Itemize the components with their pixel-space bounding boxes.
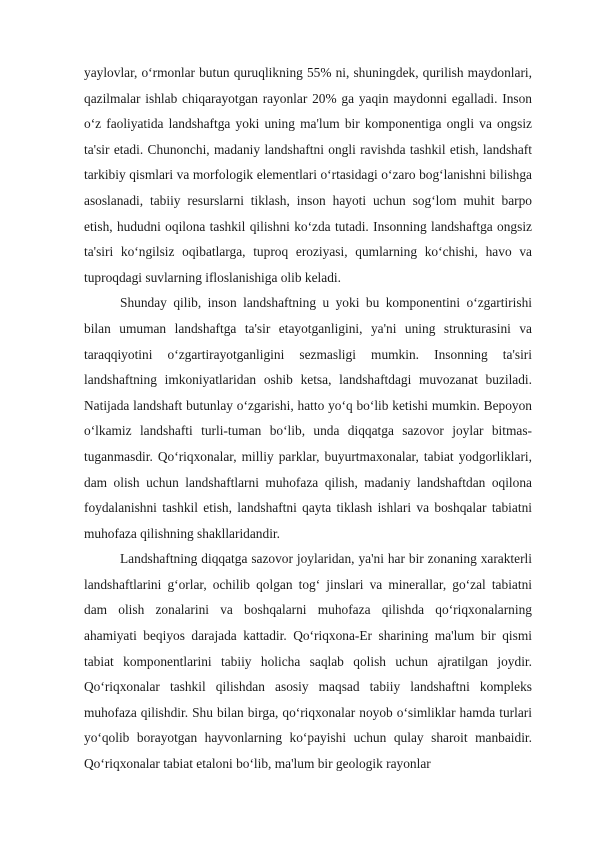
paragraph-3: Landshaftning diqqatga sazovor joylaridan, ya'ni har bir zonaning xarakterli landshaftlarini g‘orlar, ochilib qolgan tog‘ jinslari va minerallar, go‘zal tabiatni dam olish zonalarini va boshqalarni muhofaza qilishda qo‘riqxonalarning ahamiyati beqiyos darajada kattadir. Qo‘riqxona-Er sharining ma'lum bir qismi tabiat komponentlarini tabiiy holicha saqlab qolish uchun ajratilgan joydir. Qo‘riqxonalar tashkil qilishdan asosiy maqsad tabiiy landshaftni kompleks muhofaza qilishdir. Shu bilan birga, qo‘riqxonalar noyob o‘simliklar hamda turlari yo‘qolib borayotgan hayvonlarning ko‘payishi uchun qulay sharoit manbaidir. Qo‘riqxonalar tabiat etaloni bo‘lib, ma'lum bir geologik rayonlar [84,551,532,772]
body-text [84,60,532,777]
paragraph-1: yaylovlar, o‘rmonlar butun quruqlikning 55% ni, shuningdek, qurilish maydonlari, qazilmalar ishlab chiqarayotgan rayonlar 20% ga yaqin maydonni egalladi. Inson o‘z faoliyatida landshaftga yoki uning ma'lum bir komponentiga ongli va ongsiz ta'sir etadi. Chunonchi, madaniy landshaftni ongli ravishda tashkil etish, landshaft tarkibiy qismlari va morfologik elementlari o‘rtasidagi o‘zaro bog‘lanishni bilishga asoslanadi, tabiiy resurslarni tiklash, inson hayoti uchun sog‘lom muhit barpo etish, hududni oqilona tashkil qilishni ko‘zda tutadi. Insonning landshaftga ongsiz ta'siri ko‘ngilsiz oqibatlarga, tuproq eroziyasi, qumlarning ko‘chishi, havo va tuproqdagi suvlarning ifloslanishiga olib keladi. [84,65,532,285]
paragraph-2: Shunday qilib, inson landshaftning u yoki bu komponentini o‘zgartirishi bilan umuman landshaftga ta'sir etayotganligini, ya'ni uning strukturasini va taraqqiyotini o‘zgartirayotganligini sezmasligi mumkin. Insonning ta'siri landshaftning imkoniyatlaridan oshib ketsa, landshaftdagi muvozanat buziladi. Natijada landshaft butunlay o‘zgarishi, hatto yo‘q bo‘lib ketishi mumkin. Bepoyon o‘lkamiz landshafti turli-tuman bo‘lib, unda diqqatga sazovor joylar bitmas-tuganmasdir. Qo‘riqxonalar, milliy parklar, buyurtmaxonalar, tabiat yodgorliklari, dam olish uchun landshaftlarni muhofaza qilish, madaniy landshaftdan oqilona foydalanishni tashkil etish, landshaftni qayta tiklash ishlari va boshqalar tabiatni muhofaza qilishning shakllaridandir. [84,295,532,541]
